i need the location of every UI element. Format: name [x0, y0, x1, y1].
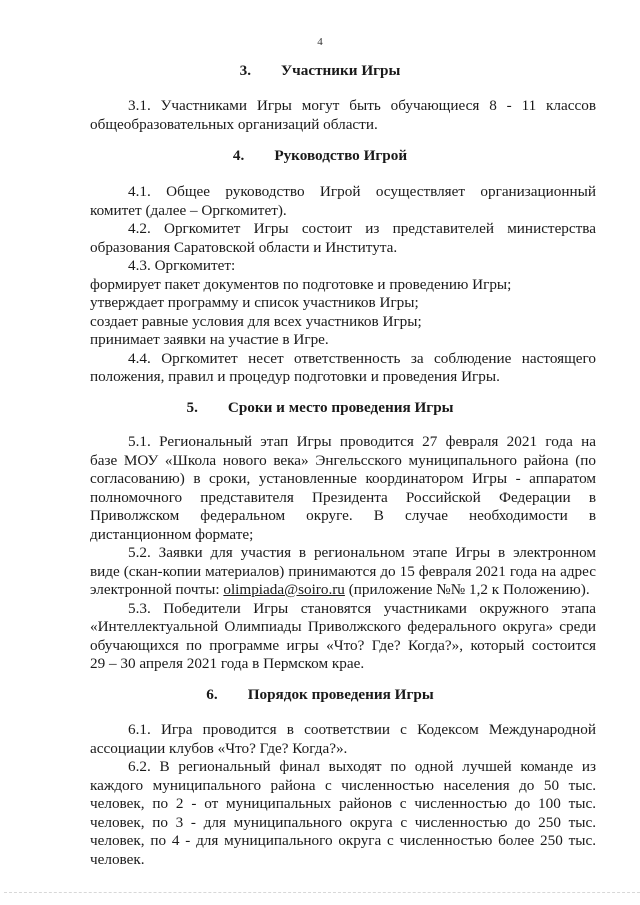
paragraph-line: согласованию) в сроки, установленные координатором Игры - аппаратом	[90, 470, 596, 487]
paragraph-line: 6.1. Игра проводится в соответствии с Кодексом Международной	[128, 721, 596, 738]
paragraph-line: 5.2. Заявки для участия в региональном этапе Игры в электронном	[128, 544, 596, 561]
paragraph-line: обучающихся по программе игры «Что? Где? Когда?», который состоится	[90, 637, 596, 654]
paragraph-line: человек.	[90, 851, 145, 868]
paragraph-line: 4.1. Общее руководство Игрой осуществляет организационный	[128, 183, 596, 200]
paragraph-line: 4.3. Оргкомитет:	[128, 257, 236, 274]
paragraph-line: человек, по 2 - от муниципальных районов с численностью до 100 тыс.	[90, 795, 596, 812]
email-paragraph-line	[90, 580, 596, 599]
section-number: 5.	[186, 399, 198, 416]
paragraph-line: базе МОУ «Школа нового века» Энгельсского муниципального района (по	[90, 452, 596, 469]
section-number: 4.	[232, 147, 245, 164]
list-item: утверждает программу и список участников Игры;	[90, 294, 419, 311]
section-title: Сроки и место проведения Игры	[227, 399, 454, 416]
page-number: 4	[317, 36, 323, 48]
section-title: Порядок проведения Игры	[247, 686, 434, 703]
section-5-heading	[0, 399, 640, 417]
paragraph-line: 5.1. Региональный этап Игры проводится 27 февраля 2021 года на	[128, 433, 596, 450]
paragraph-line: 4.2. Оргкомитет Игры состоит из представителей министерства	[128, 220, 596, 237]
paragraph-line: полномочного представителя Президента Российской Федерации в	[90, 489, 596, 506]
text: электронной почты:	[90, 581, 224, 598]
section-3-heading	[0, 62, 640, 80]
paragraph-line: 3.1. Участниками Игры могут быть обучающиеся 8 - 11 классов	[128, 97, 596, 114]
scan-edge	[4, 892, 640, 903]
text: (приложение №№ 1,2 к Положению).	[344, 581, 590, 598]
paragraph-line: «Интеллектуальной Олимпиады Приволжского федерального округа» среди	[90, 618, 596, 635]
paragraph-line: виде (скан-копии материалов) принимаются до 15 февраля 2021 года на адрес	[90, 563, 596, 580]
paragraph-line: 6.2. В региональный финал выходят по одной лучшей команде из	[128, 758, 596, 775]
paragraph-line: комитет (далее – Оргкомитет).	[90, 202, 287, 219]
paragraph-line: каждого муниципального района с численностью населения до 50 тыс.	[90, 777, 596, 794]
paragraph-line: образования Саратовской области и Института.	[90, 239, 398, 256]
list-item: создает равные условия для всех участников Игры;	[90, 313, 422, 330]
section-6-heading	[0, 686, 640, 704]
section-number: 3.	[239, 62, 252, 79]
paragraph-line: Приволжском федеральном округе. В случае необходимости в	[90, 507, 596, 524]
paragraph-line: человек, по 3 - для муниципального округа с численностью до 250 тыс.	[90, 814, 596, 831]
email-link[interactable]: olimpiada@soiro.ru	[223, 581, 345, 598]
section-title: Участники Игры	[281, 62, 401, 79]
paragraph-line: ассоциации клубов «Что? Где? Когда?».	[90, 740, 348, 757]
paragraph-line: 29 – 30 апреля 2021 года в Пермском крае.	[90, 655, 365, 672]
section-title: Руководство Игрой	[274, 147, 408, 164]
paragraph-line: общеобразовательных организаций области.	[90, 116, 378, 133]
list-item: принимает заявки на участие в Игре.	[90, 331, 329, 348]
paragraph-line: дистанционном формате;	[90, 526, 254, 543]
paragraph-line: положения, правил и процедур подготовки и проведения Игры.	[90, 368, 500, 385]
section-number: 6.	[206, 686, 218, 703]
paragraph-line: 5.3. Победители Игры становятся участниками окружного этапа	[128, 600, 596, 617]
paragraph-line: человек, по 4 - для муниципального округа с численностью более 250 тыс.	[90, 832, 596, 849]
paragraph-line: 4.4. Оргкомитет несет ответственность за соблюдение настоящего	[128, 350, 596, 367]
section-4-heading	[0, 147, 640, 165]
list-item: формирует пакет документов по подготовке и проведению Игры;	[90, 276, 512, 293]
